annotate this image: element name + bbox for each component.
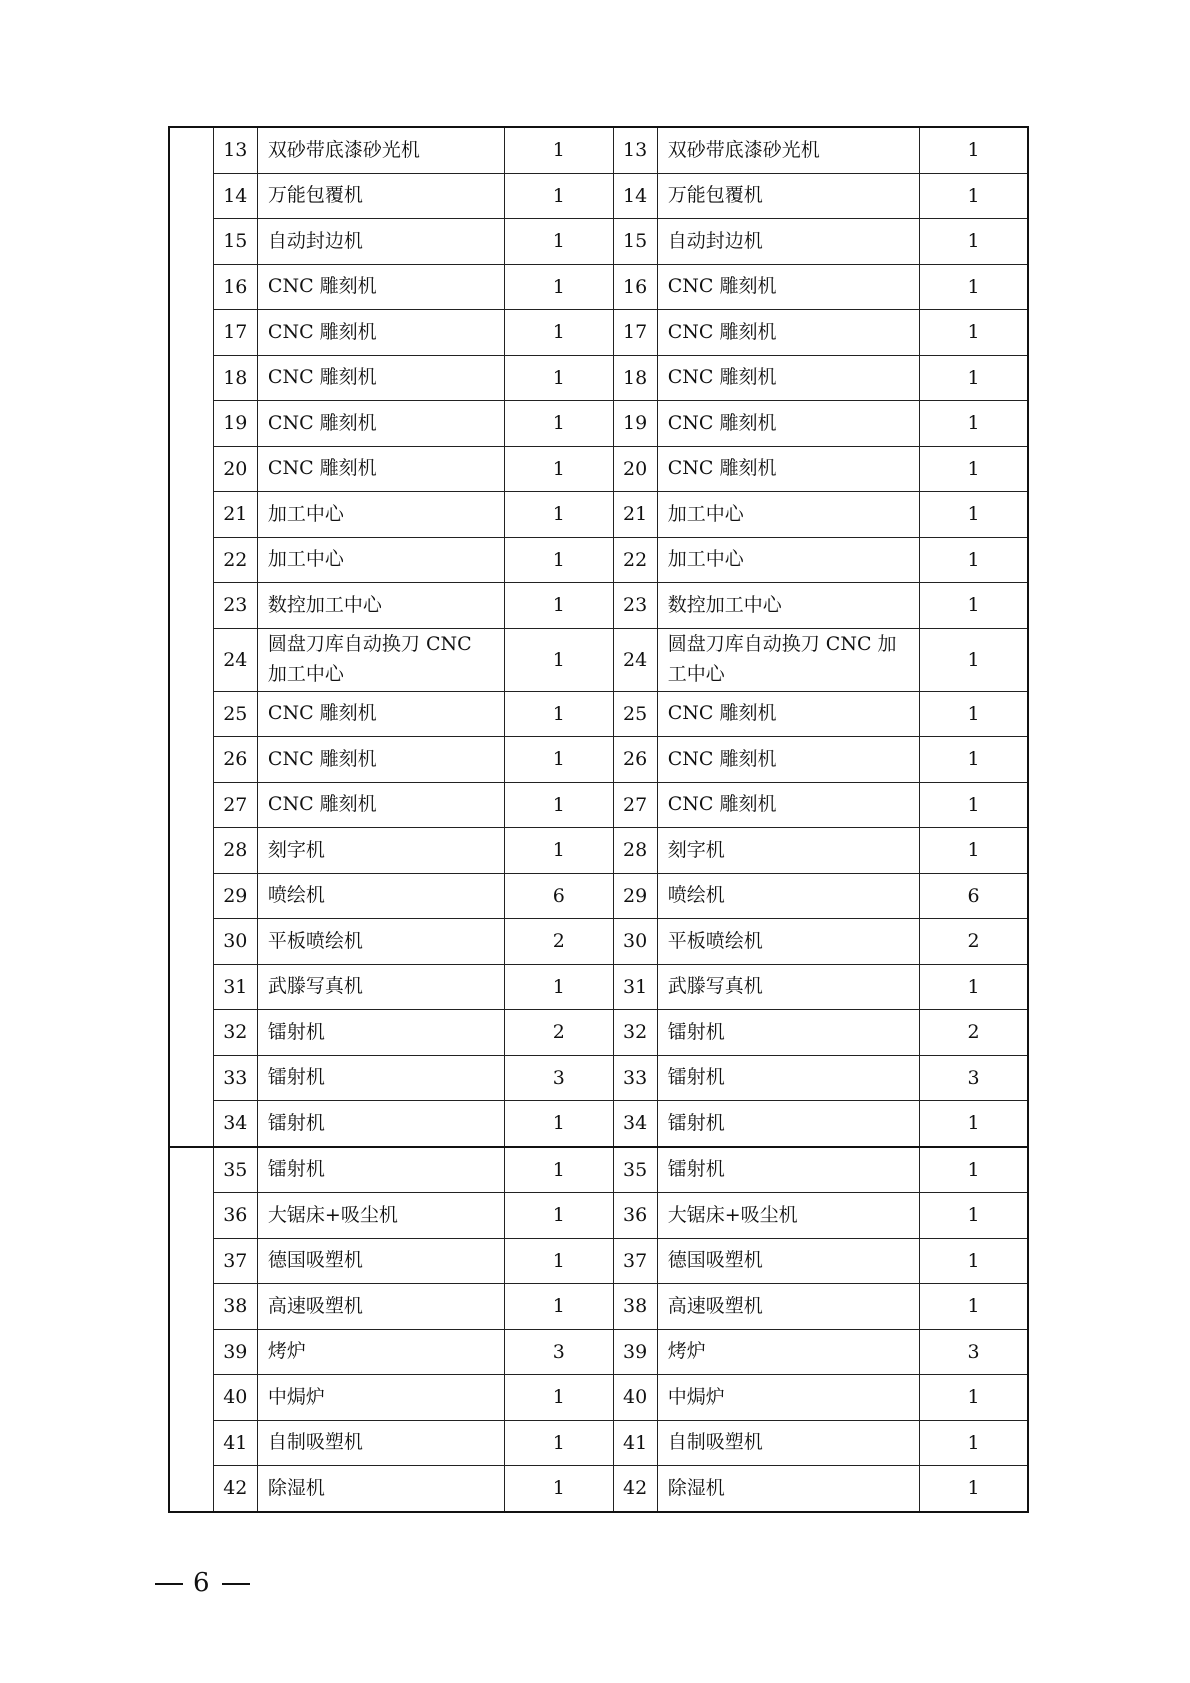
left-qty: 1 [505,1101,614,1147]
right-name: 德国吸塑机 [657,1238,919,1284]
table-row [169,127,1028,173]
left-no: 14 [213,173,257,219]
left-qty: 1 [505,583,614,629]
table-row [169,401,1028,447]
left-no: 31 [213,964,257,1010]
table-row [169,219,1028,265]
right-name: CNC 雕刻机 [657,782,919,828]
right-no: 26 [613,737,657,783]
left-no: 42 [213,1466,257,1512]
right-qty: 1 [919,1193,1028,1239]
left-no: 34 [213,1101,257,1147]
table-row [169,964,1028,1010]
right-name: 武滕写真机 [657,964,919,1010]
left-name: 烤炉 [257,1329,504,1375]
table-row [169,1147,1028,1193]
right-qty: 6 [919,873,1028,919]
table-row [169,537,1028,583]
right-name: CNC 雕刻机 [657,691,919,737]
left-no: 22 [213,537,257,583]
left-name: 镭射机 [257,1101,504,1147]
right-no: 24 [613,628,657,691]
left-no: 36 [213,1193,257,1239]
left-name: CNC 雕刻机 [257,446,504,492]
left-qty: 1 [505,1466,614,1512]
left-qty: 1 [505,264,614,310]
right-qty: 2 [919,1010,1028,1056]
table-row [169,1284,1028,1330]
right-no: 39 [613,1329,657,1375]
table-row [169,1101,1028,1147]
right-no: 25 [613,691,657,737]
page-footer [145,1568,260,1598]
left-name: CNC 雕刻机 [257,737,504,783]
left-name: 武滕写真机 [257,964,504,1010]
left-no: 29 [213,873,257,919]
right-qty: 1 [919,691,1028,737]
table-row [169,919,1028,965]
left-qty: 1 [505,1238,614,1284]
right-name: 万能包覆机 [657,173,919,219]
left-qty: 1 [505,691,614,737]
left-qty: 1 [505,310,614,356]
footer-dash-left [155,1583,183,1585]
table-row [169,873,1028,919]
left-qty: 1 [505,492,614,538]
left-name: 自动封边机 [257,219,504,265]
right-qty: 3 [919,1329,1028,1375]
right-name: 中焗炉 [657,1375,919,1421]
left-no: 20 [213,446,257,492]
right-no: 40 [613,1375,657,1421]
right-no: 34 [613,1101,657,1147]
left-qty: 1 [505,127,614,173]
left-name: 喷绘机 [257,873,504,919]
right-name: 数控加工中心 [657,583,919,629]
left-no: 24 [213,628,257,691]
right-name: 高速吸塑机 [657,1284,919,1330]
right-qty: 1 [919,1420,1028,1466]
table-row [169,1238,1028,1284]
left-name: 平板喷绘机 [257,919,504,965]
left-name: CNC 雕刻机 [257,401,504,447]
right-name: CNC 雕刻机 [657,355,919,401]
equipment-table [168,126,1029,1513]
left-name: 刻字机 [257,828,504,874]
footer-dash-right [222,1583,250,1585]
table-row [169,310,1028,356]
left-qty: 3 [505,1329,614,1375]
right-qty: 1 [919,1466,1028,1512]
left-qty: 2 [505,1010,614,1056]
table-row [169,264,1028,310]
right-name: 圆盘刀库自动换刀 CNC 加工中心 [657,628,919,691]
left-no: 32 [213,1010,257,1056]
right-no: 33 [613,1055,657,1101]
right-qty: 1 [919,1238,1028,1284]
table-row [169,1010,1028,1056]
table-row [169,492,1028,538]
left-no: 19 [213,401,257,447]
left-name: 中焗炉 [257,1375,504,1421]
right-no: 18 [613,355,657,401]
left-qty: 1 [505,1147,614,1193]
right-name: 镭射机 [657,1101,919,1147]
right-qty: 1 [919,1147,1028,1193]
right-no: 31 [613,964,657,1010]
right-name: 自动封边机 [657,219,919,265]
right-no: 27 [613,782,657,828]
right-name: 烤炉 [657,1329,919,1375]
left-name: 数控加工中心 [257,583,504,629]
right-no: 22 [613,537,657,583]
left-name: 自制吸塑机 [257,1420,504,1466]
right-name: 平板喷绘机 [657,919,919,965]
right-name: CNC 雕刻机 [657,446,919,492]
right-name: 镭射机 [657,1010,919,1056]
table-row [169,737,1028,783]
left-name: 镭射机 [257,1147,504,1193]
left-qty: 1 [505,173,614,219]
left-qty: 1 [505,737,614,783]
left-no: 30 [213,919,257,965]
left-qty: 1 [505,1375,614,1421]
group-cell-2 [169,1147,213,1512]
right-no: 21 [613,492,657,538]
left-no: 21 [213,492,257,538]
left-qty: 3 [505,1055,614,1101]
right-qty: 1 [919,401,1028,447]
table-row [169,828,1028,874]
right-name: CNC 雕刻机 [657,401,919,447]
right-qty: 1 [919,264,1028,310]
left-qty: 1 [505,828,614,874]
right-name: 喷绘机 [657,873,919,919]
right-name: 加工中心 [657,492,919,538]
right-no: 42 [613,1466,657,1512]
right-name: 除湿机 [657,1466,919,1512]
right-name: 双砂带底漆砂光机 [657,127,919,173]
left-qty: 1 [505,355,614,401]
left-name: 镭射机 [257,1010,504,1056]
right-no: 30 [613,919,657,965]
left-no: 16 [213,264,257,310]
right-qty: 1 [919,782,1028,828]
right-qty: 1 [919,737,1028,783]
right-qty: 1 [919,310,1028,356]
left-qty: 1 [505,537,614,583]
left-qty: 1 [505,446,614,492]
left-name: CNC 雕刻机 [257,355,504,401]
left-qty: 1 [505,964,614,1010]
equipment-table-body [169,127,1028,1512]
left-no: 25 [213,691,257,737]
left-qty: 1 [505,782,614,828]
left-no: 41 [213,1420,257,1466]
right-qty: 1 [919,127,1028,173]
left-qty: 1 [505,1284,614,1330]
left-no: 35 [213,1147,257,1193]
left-qty: 6 [505,873,614,919]
left-name: 除湿机 [257,1466,504,1512]
right-no: 15 [613,219,657,265]
right-name: CNC 雕刻机 [657,737,919,783]
left-name: 大锯床+吸尘机 [257,1193,504,1239]
table-row [169,782,1028,828]
right-no: 20 [613,446,657,492]
left-qty: 1 [505,1420,614,1466]
right-no: 19 [613,401,657,447]
right-qty: 1 [919,492,1028,538]
table-row [169,583,1028,629]
left-qty: 1 [505,1193,614,1239]
right-name: 刻字机 [657,828,919,874]
right-qty: 1 [919,628,1028,691]
page-number: 6 [193,1568,212,1598]
right-name: 自制吸塑机 [657,1420,919,1466]
right-qty: 1 [919,828,1028,874]
right-no: 41 [613,1420,657,1466]
right-qty: 1 [919,1284,1028,1330]
left-name: 圆盘刀库自动换刀 CNC 加工中心 [257,628,504,691]
right-qty: 2 [919,919,1028,965]
left-no: 23 [213,583,257,629]
right-no: 17 [613,310,657,356]
right-no: 37 [613,1238,657,1284]
table-row [169,1420,1028,1466]
left-no: 37 [213,1238,257,1284]
right-name: CNC 雕刻机 [657,264,919,310]
left-name: CNC 雕刻机 [257,691,504,737]
table-row [169,1375,1028,1421]
left-name: 万能包覆机 [257,173,504,219]
left-no: 13 [213,127,257,173]
right-no: 23 [613,583,657,629]
right-qty: 1 [919,1101,1028,1147]
table-row [169,1466,1028,1512]
right-no: 36 [613,1193,657,1239]
table-row [169,1329,1028,1375]
right-no: 14 [613,173,657,219]
left-no: 15 [213,219,257,265]
right-no: 35 [613,1147,657,1193]
right-name: 加工中心 [657,537,919,583]
table-row [169,1055,1028,1101]
left-qty: 1 [505,219,614,265]
left-name: 高速吸塑机 [257,1284,504,1330]
left-name: CNC 雕刻机 [257,782,504,828]
right-qty: 1 [919,1375,1028,1421]
right-no: 16 [613,264,657,310]
left-name: 双砂带底漆砂光机 [257,127,504,173]
left-name: CNC 雕刻机 [257,310,504,356]
right-name: 镭射机 [657,1055,919,1101]
right-qty: 1 [919,964,1028,1010]
right-no: 29 [613,873,657,919]
table-row [169,691,1028,737]
left-no: 39 [213,1329,257,1375]
table-row [169,446,1028,492]
left-no: 38 [213,1284,257,1330]
right-name: 镭射机 [657,1147,919,1193]
left-no: 40 [213,1375,257,1421]
table-row [169,355,1028,401]
left-name: 德国吸塑机 [257,1238,504,1284]
right-qty: 1 [919,355,1028,401]
right-qty: 3 [919,1055,1028,1101]
left-qty: 2 [505,919,614,965]
right-qty: 1 [919,219,1028,265]
table-row [169,628,1028,691]
right-no: 38 [613,1284,657,1330]
right-qty: 1 [919,173,1028,219]
left-name: 镭射机 [257,1055,504,1101]
right-qty: 1 [919,446,1028,492]
left-name: CNC 雕刻机 [257,264,504,310]
left-no: 26 [213,737,257,783]
right-no: 32 [613,1010,657,1056]
group-cell-1 [169,127,213,1147]
right-qty: 1 [919,583,1028,629]
table-row [169,1193,1028,1239]
right-qty: 1 [919,537,1028,583]
left-qty: 1 [505,628,614,691]
right-no: 13 [613,127,657,173]
right-name: 大锯床+吸尘机 [657,1193,919,1239]
left-no: 28 [213,828,257,874]
left-name: 加工中心 [257,537,504,583]
left-no: 18 [213,355,257,401]
left-qty: 1 [505,401,614,447]
left-no: 17 [213,310,257,356]
left-name: 加工中心 [257,492,504,538]
left-no: 33 [213,1055,257,1101]
right-name: CNC 雕刻机 [657,310,919,356]
left-no: 27 [213,782,257,828]
right-no: 28 [613,828,657,874]
table-row [169,173,1028,219]
